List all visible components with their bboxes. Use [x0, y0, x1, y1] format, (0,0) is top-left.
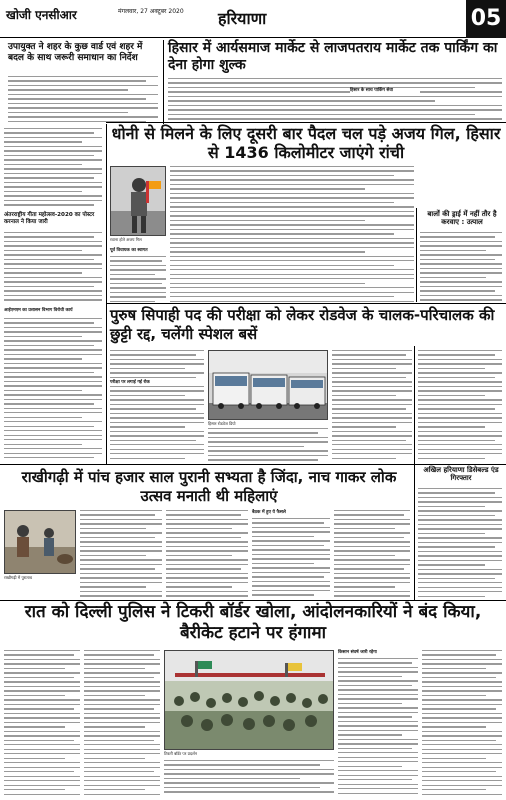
left-subheading: अंतरराष्ट्रीय गीता महोत्सव-2020 का पोस्टर करनाल ने किया जारी: [4, 212, 95, 225]
tikri-body-4: [338, 658, 418, 796]
main-subheading: हिसार के साथ पार्किंग सेवा: [350, 88, 420, 93]
tikri-body-2: [84, 650, 160, 796]
column-divider: [106, 124, 107, 304]
tikri-photo: [164, 650, 334, 750]
tikri-body-3: [164, 760, 334, 796]
column-divider: [414, 464, 415, 600]
rakhigarhi-body-1: [80, 510, 162, 598]
right-column-body: [418, 350, 502, 462]
dhoni-body-left: [110, 256, 166, 302]
column-divider: [416, 208, 417, 302]
tikri-body-5: [422, 650, 502, 796]
bus-photo: [208, 350, 328, 420]
card-body: [420, 232, 502, 302]
roadways-body-left: [110, 350, 204, 462]
rakhigarhi-headline: राखीगढ़ी में पांच हजार साल पुरानी सभ्यता है जिंदा, नाच गाकर लोक उत्सव मनाती थी महिलाएं: [21, 468, 397, 505]
section-divider: [106, 122, 506, 123]
disabled-headline: अखिल हरियाणा डिसेबल्ड एंड गिरफ्तार: [423, 466, 499, 482]
dhoni-body: [170, 166, 414, 302]
left-column-body: [4, 128, 102, 208]
left-column-body-3: [4, 318, 102, 462]
column-divider: [163, 40, 164, 124]
roadways-body-right: [332, 350, 412, 462]
section-divider: [0, 464, 506, 465]
rakhigarhi-body-4: [334, 510, 410, 598]
rakhigarhi-body-3: [252, 518, 330, 598]
tikri-headline: रात को दिल्ली पुलिस ने टिकरी बॉर्डर खोला, आंदोलनकारियों ने बंद किया, बैरीकेट हटाने पर हंगामा: [24, 602, 482, 643]
dhoni-subheading: पूर्व विधायक का स्वागत: [110, 248, 148, 253]
section-divider: [106, 303, 506, 304]
dhoni-photo: [110, 166, 166, 236]
rakhigarhi-photo-caption: राखीगढ़ी में पुरातत्व: [4, 575, 32, 580]
tikri-body-1: [4, 650, 80, 796]
left-column-body-2: [4, 232, 102, 304]
section-title: हरियाणा: [218, 9, 267, 28]
main-headline: हिसार में आर्यसमाज मार्केट से लाजपतराय मार्केट तक पार्किंग का देना होगा शुल्क: [168, 40, 498, 73]
page-number: 05: [466, 0, 506, 38]
dhoni-headline: धोनी से मिलने के लिए दूसरी बार पैदल चल पड़े अजय गिल, हिसार से 1436 किलोमीटर जाएंगे रांची: [111, 124, 501, 162]
paper-name: खोजी एनसीआर: [6, 8, 77, 22]
tikri-subheading: किसान संघर्ष जारी रहेगा: [338, 650, 377, 655]
disabled-body: [418, 488, 502, 598]
roadways-body-mid: [208, 428, 328, 462]
roadways-subheading: परीक्षा पर लगाई गई रोक: [110, 380, 204, 385]
tikri-photo-caption: टिकरी बॉर्डर पर प्रदर्शन: [164, 751, 197, 756]
masthead: [0, 0, 506, 38]
section-divider: [0, 600, 506, 601]
rakhigarhi-subheading: बैठक में हुए ये फैसले: [252, 510, 286, 515]
bus-photo-caption: हिसार रोडवेज डिपो: [208, 421, 236, 426]
left-subheading-2: आईएमएम का प्रशासन विभाग विरोधी कार्य: [4, 308, 73, 313]
column-divider: [106, 304, 107, 464]
issue-info: मंगलवार, 27 अक्टूबर 2020: [118, 8, 184, 15]
dhoni-photo-caption: रवाना होते अजय गिल: [110, 237, 142, 242]
rakhigarhi-photo: [4, 510, 76, 574]
top-left-body: [8, 76, 158, 122]
main-body: [168, 78, 502, 120]
card-headline: बालों की ड्राई में नहीं तौर है करवाए : उत्पाल: [427, 210, 497, 226]
rakhigarhi-body-2: [166, 510, 248, 598]
top-left-headline: उपायुक्त ने शहर के कुछ वार्ड एवं शहर में बदल के साथ जरूरी समाधान का निर्देश: [8, 42, 143, 63]
roadways-headline: पुरुष सिपाही पद की परीक्षा को लेकर रोडवेज के चालक-परिचालक की छुट्टी रद्द, चलेंगी स्पेशल बसें: [110, 306, 495, 343]
column-divider: [414, 346, 415, 464]
